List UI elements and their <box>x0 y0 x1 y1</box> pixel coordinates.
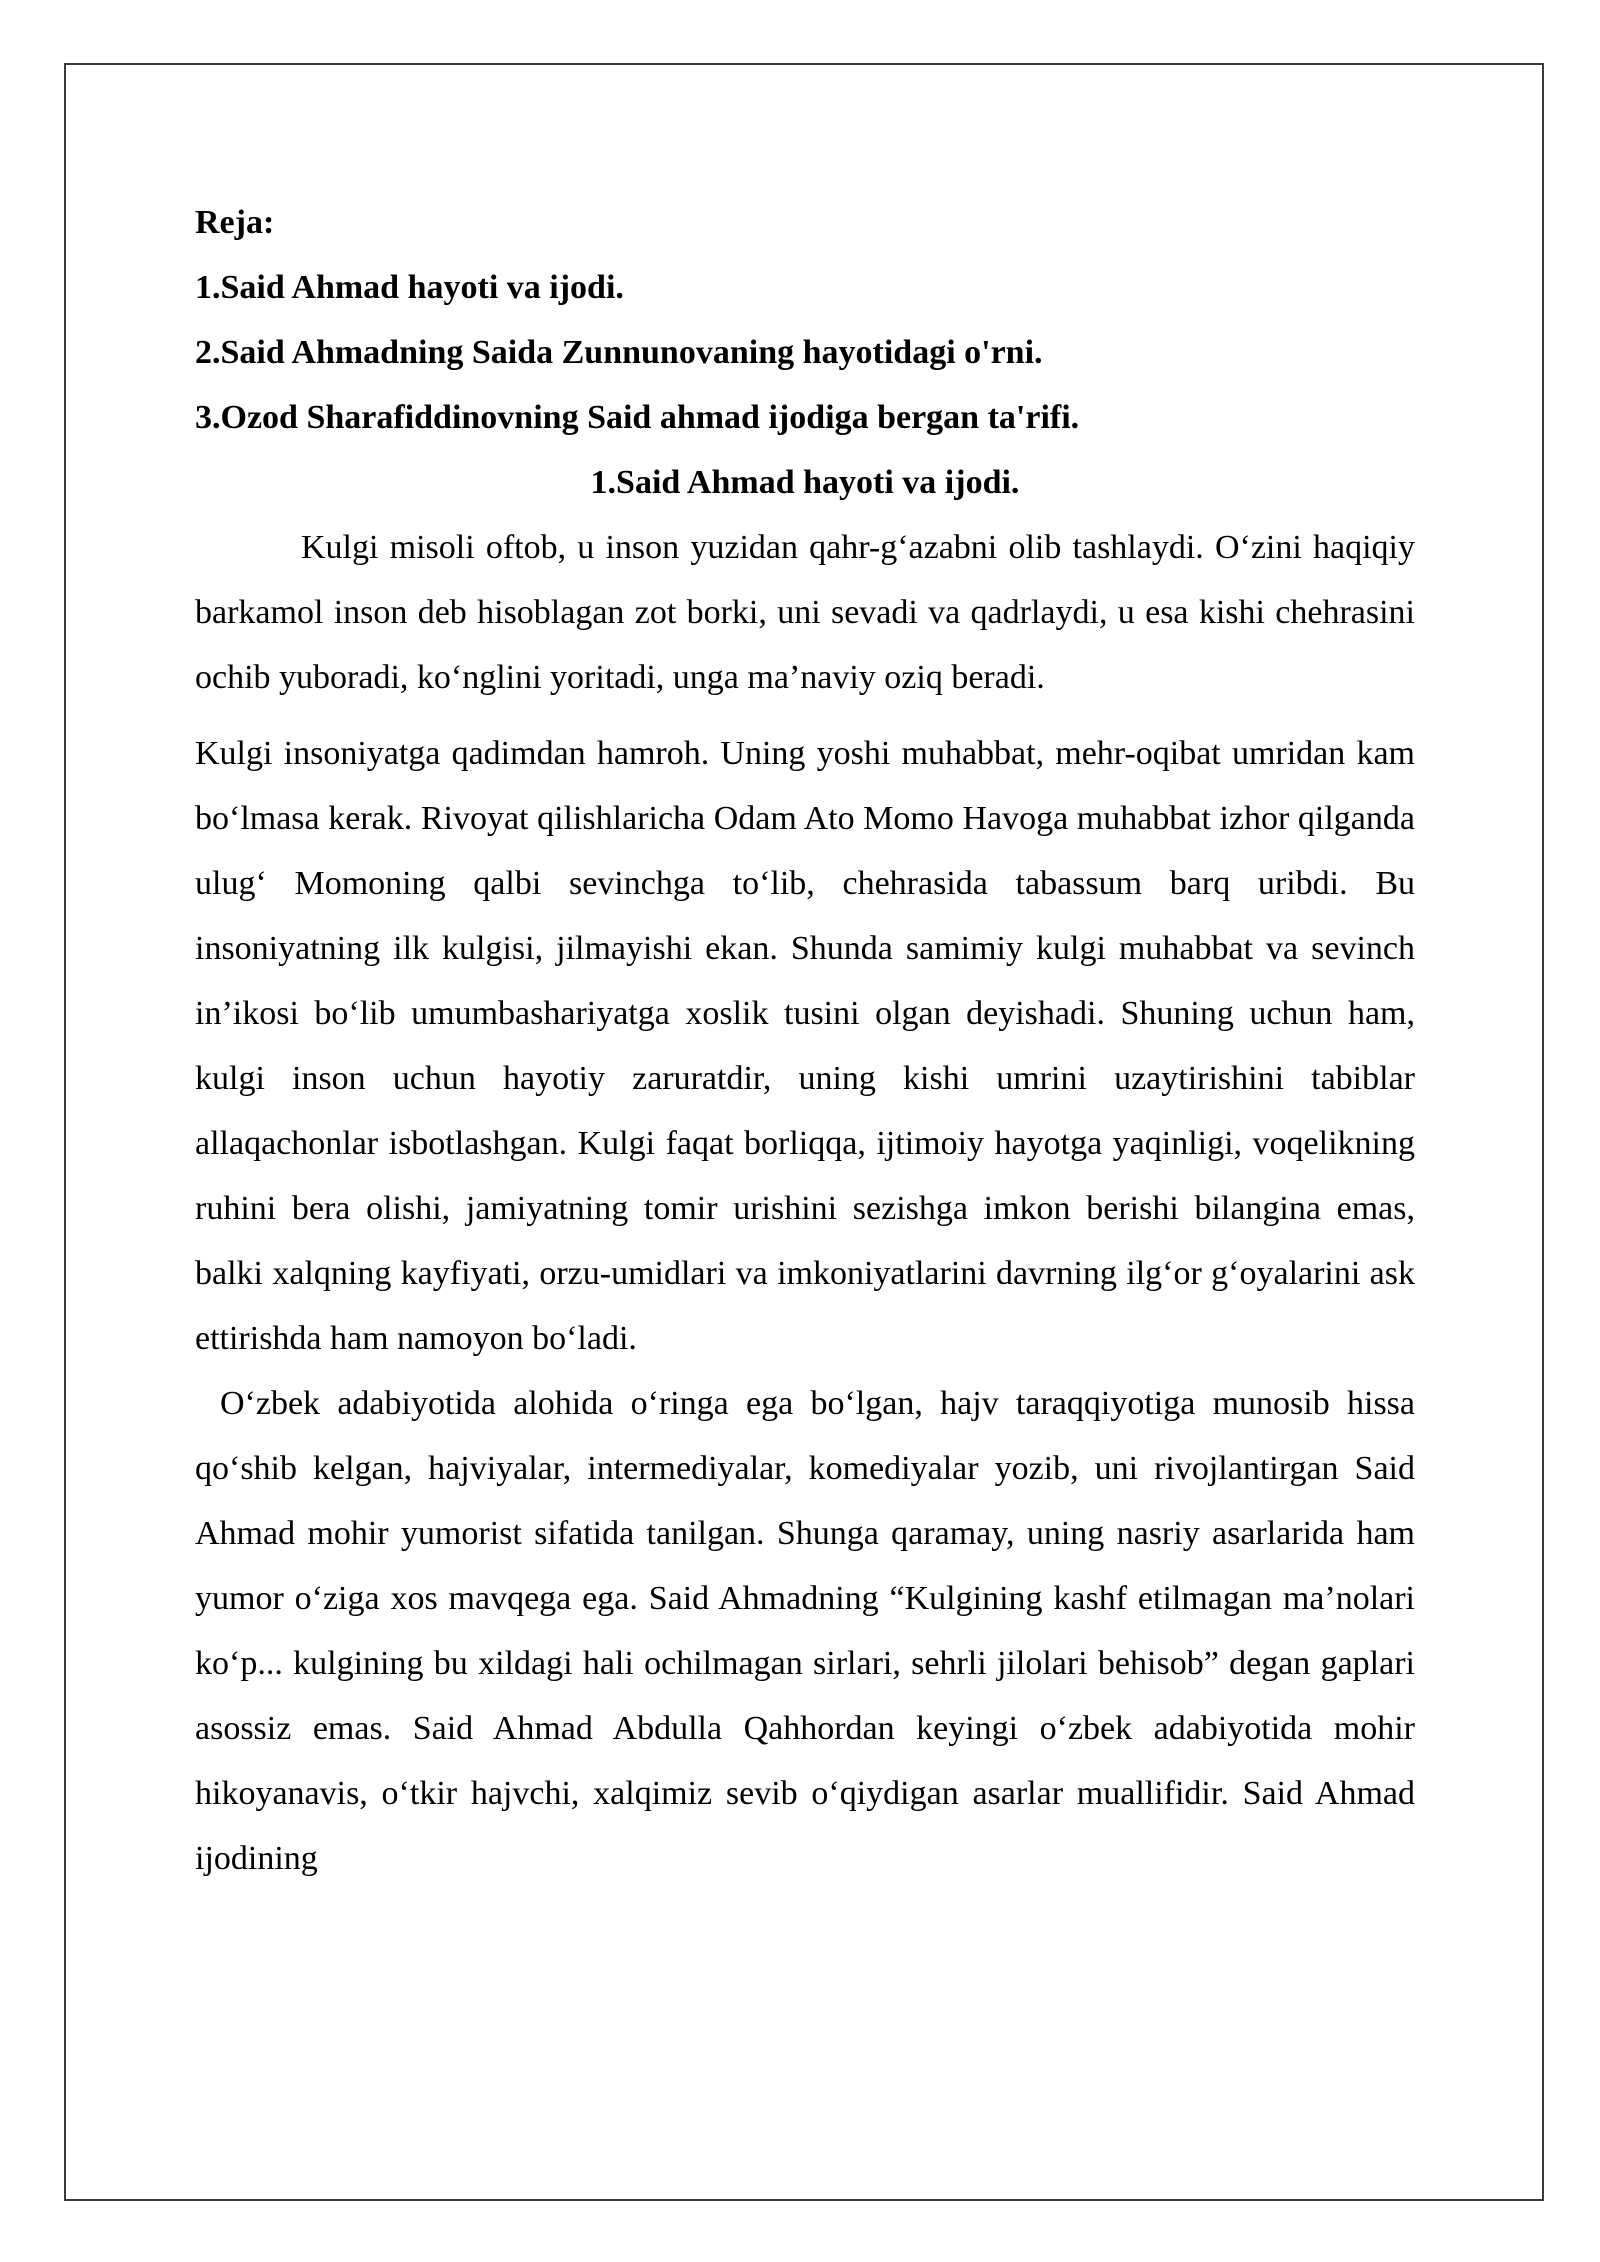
document-body <box>195 190 1415 1891</box>
plan-item-1: 1.Said Ahmad hayoti va ijodi. <box>195 269 624 306</box>
paragraph-2: Kulgi insoniyatga qadimdan hamroh. Uning yoshi muhabbat, mehr-oqibat umridan kam bo‘lmasa kerak. Rivoyat qilishlaricha Odam Ato Momo Havoga muhabbat izhor qilganda ulug‘ Momoning qalbi sevinchga to‘lib, chehrasida tabassum barq uribdi. Bu insoniyatning ilk kulgisi, jilmayishi ekan. Shunda samimiy kulgi muhabbat va sevinch in’ikosi bo‘lib umumbashariyatga xoslik tusini olgan deyishadi. Shuning uchun ham, kulgi inson uchun hayotiy zaruratdir, uning kishi umrini uzaytirishini tabiblar allaqachonlar isbotlashgan. Kulgi faqat borliqqa, ijtimoiy hayotga yaqinligi, voqelikning ruhini bera olishi, jamiyatning tomir urishini sezishga imkon berishi bilangina emas, balki xalqning kayfiyati, orzu-umidlari va imkoniyatlarini davrning ilg‘or g‘oyalarini ask ettirishda ham namoyon bo‘ladi. <box>195 735 1415 1357</box>
section-title: 1.Said Ahmad hayoti va ijodi. <box>590 464 1020 501</box>
plan-item-3: 3.Ozod Sharafiddinovning Said ahmad ijodiga bergan ta'rifi. <box>195 399 1080 436</box>
plan-heading: Reja: <box>195 204 275 241</box>
plan-item-2: 2.Said Ahmadning Saida Zunnunovaning hayotidagi o'rni. <box>195 334 1043 371</box>
paragraph-1: Kulgi misoli oftob, u inson yuzidan qahr-g‘azabni olib tashlaydi. O‘zini haqiqiy barkamol inson deb hisoblagan zot borki, uni sevadi va qadrlaydi, u esa kishi chehrasini ochib yuboradi, ko‘nglini yoritadi, unga ma’naviy oziq beradi. <box>195 529 1415 696</box>
paragraph-3: O‘zbek adabiyotida alohida o‘ringa ega bo‘lgan, hajv taraqqiyotiga munosib hissa qo‘shib kelgan, hajviyalar, intermediyalar, komediyalar yozib, uni rivojlantirgan Said Ahmad mohir yumorist sifatida tanilgan. Shunga qaramay, uning nasriy asarlarida ham yumor o‘ziga xos mavqega ega. Said Ahmadning “Kulgining kashf etilmagan ma’nolari ko‘p... kulgining bu xildagi hali ochilmagan sirlari, sehrli jilolari behisob” degan gaplari asossiz emas. Said Ahmad Abdulla Qahhordan keyingi o‘zbek adabiyotida mohir hikoyanavis, o‘tkir hajvchi, xalqimiz sevib o‘qiydigan asarlar muallifidir. Said Ahmad ijodining <box>195 1385 1415 1877</box>
